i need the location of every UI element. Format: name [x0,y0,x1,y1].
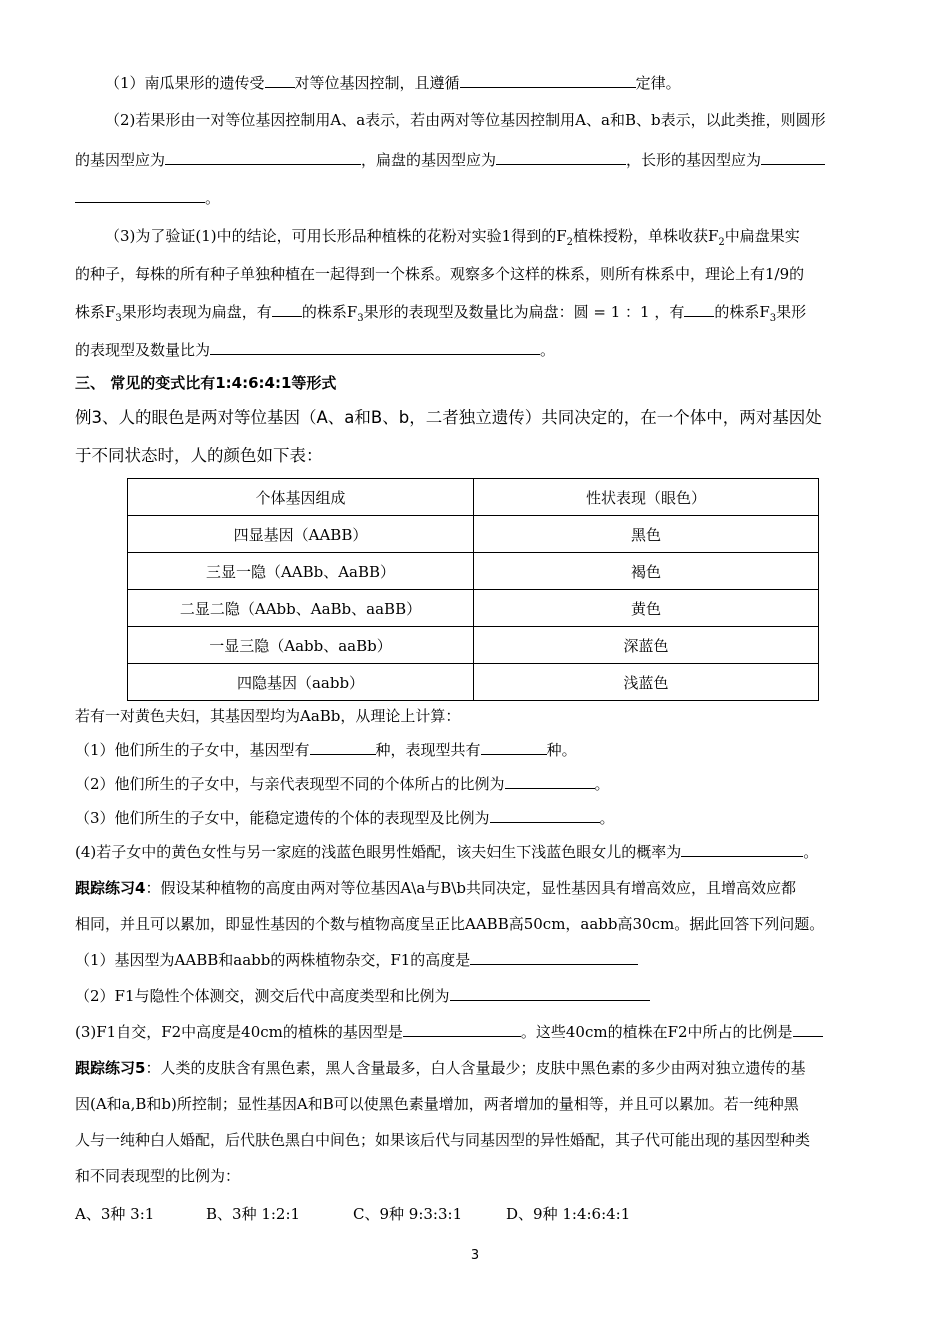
q3-text: 株系F [75,303,116,321]
table-row [128,553,819,590]
answer-blank [496,150,626,165]
practice-text: ：人类的皮肤含有黑色素，黑人含量最多，白人含量最少；皮肤中黑色素的多少由两对独立遗传的基 [145,1059,806,1077]
answer-blank [470,950,638,965]
table-row [128,590,819,627]
table-cell: 一显三隐（Aabb、aaBb） [128,627,474,664]
q2-text: （2)若果形由一对等位基因控制用A、a表示，若由两对等位基因控制用A、a和B、b表示，以此类推，则圆形 [105,111,826,129]
practice-q-text: （2）F1与隐性个体测交，测交后代中高度类型和比例为 [75,987,450,1005]
example-text: 例3、人的眼色是两对等位基因（A、a和B、b，二者独立遗传）共同决定的，在一个体中，两对基因处 [75,408,822,427]
practice5-line3 [75,1130,880,1150]
practice-q-text: （1）基因型为AABB和aabb的两株植物杂交，F1的高度是 [75,951,471,969]
option-b[interactable]: B、3种 1:2:1 [206,1205,301,1223]
answer-blank [505,774,595,789]
q3-text: 果形的表现型及数量比为扁盘：圆 = 1 ：1 ，有 [363,303,685,321]
example-q1 [75,740,880,760]
question-3-line2 [75,264,880,284]
question-2-line3 [75,188,880,208]
practice4-q1 [75,950,880,970]
eq2-text: （2）他们所生的子女中，与亲代表现型不同的个体所占的比例为 [75,775,505,793]
table-cell: 二显二隐（AAbb、AaBb、aaBB） [128,590,474,627]
eq3-end: 。 [599,809,615,827]
question-1-line [105,73,880,93]
question-3-line1 [105,226,880,253]
answer-blank [272,302,302,317]
table-cell: 四显基因（AABB） [128,516,474,553]
q3-text: （3)为了验证(1)中的结论，可用长形品种植株的花粉对实验1得到的F [105,227,567,245]
answer-blank [761,150,825,165]
practice4-q2 [75,986,880,1006]
answer-blank [450,986,650,1001]
q3-text: 果形均表现为扁盘，有 [121,303,272,321]
answer-blank [793,1022,823,1037]
q3-text: 果形 [776,303,807,321]
table-row [128,627,819,664]
answer-blank [210,340,540,355]
example-q2 [75,774,880,794]
practice-text: ：假设某种植物的高度由两对等位基因A\a与B\b共同决定，显性基因具有增高效应，且增高效应都 [145,879,796,897]
practice4-line2 [75,914,880,934]
question-3-line4 [75,340,880,360]
table-cell: 浅蓝色 [474,664,819,701]
answer-blank [460,73,636,88]
q2-text-b: ，扁盘的基因型应为 [361,151,497,169]
practice4-q3 [75,1022,880,1042]
answer-blank [403,1022,521,1037]
eq2-end: 。 [594,775,610,793]
q3-text: 的表现型及数量比为 [75,341,211,359]
example-line2 [75,444,880,468]
section-heading [75,373,880,393]
intro-text: 若有一对黄色夫妇，其基因型均为AaBb，从理论上计算： [75,707,461,725]
q3-text: 的株系F [714,303,770,321]
practice5-line4 [75,1166,880,1186]
table-cell: 褐色 [474,553,819,590]
practice-text: 人与一纯种白人婚配，后代肤色黑白中间色；如果该后代与同基因型的异性婚配，其子代可能出现的基因型种类 [75,1131,811,1149]
table-row [128,664,819,701]
subscript: 3 [769,313,777,324]
practice5-line1 [75,1058,880,1078]
q1-text-c: 定律。 [635,74,681,92]
eq1-text-c: 种。 [546,741,577,759]
table-cell: 黄色 [474,590,819,627]
practice-text: 和不同表现型的比例为： [75,1167,241,1185]
option-a[interactable]: A、3种 3:1 [75,1205,155,1223]
answer-blank [310,740,376,755]
practice-text: 相同，并且可以累加，即显性基因的个数与植物高度呈正比AABB高50cm，aabb高30cm。据此回答下列问题。 [75,915,825,933]
practice-label: 跟踪练习5 [75,1059,146,1077]
question-2-line2 [75,150,880,170]
practice-label: 跟踪练习4 [75,879,146,897]
question-2-line1 [105,110,880,130]
table-header-row [128,479,819,516]
q3-text: 中扁盘果实 [724,227,800,245]
section-heading-text: 三、 常见的变式比有1:4:6:4:1等形式 [75,374,337,392]
table-cell: 三显一隐（AABb、AaBB） [128,553,474,590]
option-c[interactable]: C、9种 9:3:3:1 [353,1205,463,1223]
example-q4 [75,842,890,862]
q3-text: 的株系F [301,303,358,321]
q3-text: 的种子，每株的所有种子单独种植在一起得到一个株系。观察多个这样的株系，则所有株系中，理论上有1/9的 [75,265,805,283]
example-line1 [75,406,880,430]
answer-blank [75,188,205,203]
example-intro [75,706,880,726]
q3-end: 。 [540,341,556,359]
eq4-end: 。 [803,843,819,861]
eq1-text-b: 种，表现型共有 [375,741,481,759]
subscript: 2 [566,237,573,248]
practice-text: 因(A和a,B和b)所控制；显性基因A和B可以使黑色素量增加，两者增加的量相等，并且可以累加。若一纯种黑 [75,1095,799,1113]
q3-text: 植株授粉，单株收获F [572,227,719,245]
eye-color-table [127,478,819,701]
table-cell: 四隐基因（aabb） [128,664,474,701]
q2-end: 。 [205,189,221,207]
answer-blank [684,302,714,317]
practice5-line2 [75,1094,880,1114]
q2-text-a: 的基因型应为 [75,151,166,169]
option-d[interactable]: D、9种 1:4:6:4:1 [506,1205,631,1223]
eq4-text: (4)若子女中的黄色女性与另一家庭的浅蓝色眼男性婚配，该夫妇生下浅蓝色眼女儿的概率为 [75,843,682,861]
table-header: 个体基因组成 [128,479,474,516]
page-number: 3 [470,1248,480,1263]
table-row [128,516,819,553]
answer-blank [481,740,547,755]
answer-blank [265,73,295,88]
q1-text-a: （1）南瓜果形的遗传受 [105,74,265,92]
answer-blank [681,842,803,857]
answer-blank [165,150,361,165]
q2-text-c: ，长形的基因型应为 [626,151,762,169]
answer-blank [490,808,600,823]
table-header: 性状表现（眼色） [474,479,819,516]
subscript: 3 [115,313,122,324]
eq1-text-a: （1）他们所生的子女中，基因型有 [75,741,310,759]
subscript: 2 [718,237,725,248]
practice4-line1 [75,878,880,898]
practice-q-text: 。这些40cm的植株在F2中所占的比例是 [520,1023,793,1041]
question-3-line3 [75,302,880,329]
example-text: 于不同状态时，人的颜色如下表： [75,446,323,465]
table-cell: 黑色 [474,516,819,553]
q1-text-b: 对等位基因控制，且遵循 [294,74,460,92]
eq3-text: （3）他们所生的子女中，能稳定遗传的个体的表现型及比例为 [75,809,490,827]
table-cell: 深蓝色 [474,627,819,664]
subscript: 3 [357,313,364,324]
example-q3 [75,808,880,828]
practice-q-text: (3)F1自交，F2中高度是40cm的植株的基因型是 [75,1023,403,1041]
